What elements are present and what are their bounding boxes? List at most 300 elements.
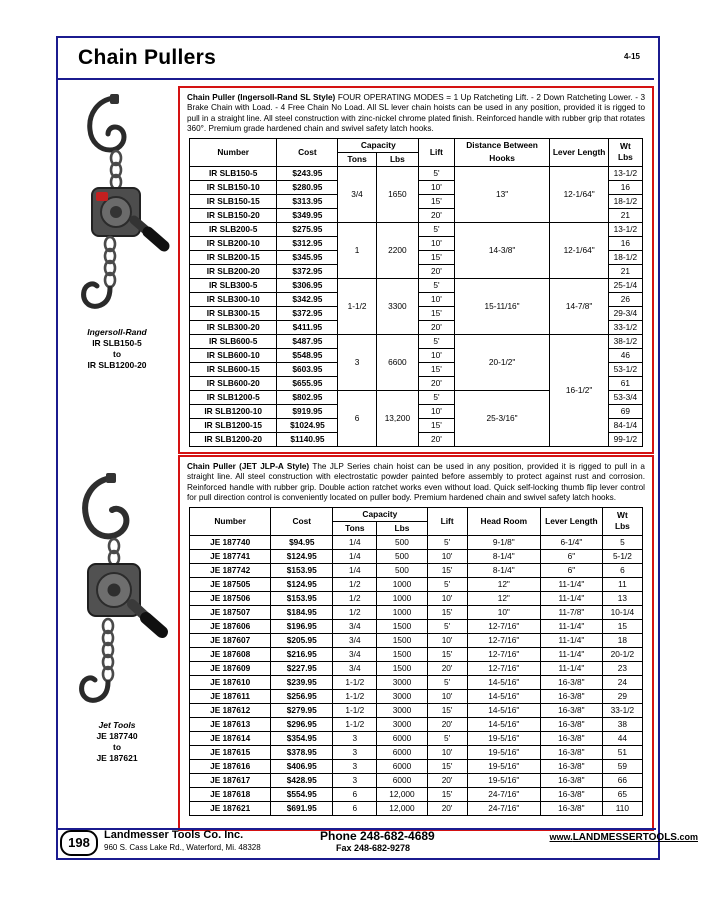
cell-lift: 5' xyxy=(419,334,455,348)
cell-lift: 15' xyxy=(427,563,467,577)
cell-lbs: 3000 xyxy=(377,675,427,689)
caption-brand-2: Jet Tools xyxy=(98,720,136,730)
table-row xyxy=(190,605,643,619)
cell-weight: 21 xyxy=(608,264,642,278)
cell-lift: 20' xyxy=(427,801,467,815)
cell-tons: 1/2 xyxy=(333,591,377,605)
cell-number: JE 187610 xyxy=(190,675,271,689)
cell-weight: 13-1/2 xyxy=(608,166,642,180)
col-lever: Lever Length xyxy=(550,138,608,166)
cell-headroom: 19-5/16" xyxy=(467,745,540,759)
cell-tons: 3 xyxy=(333,745,377,759)
cell-lever: 16-3/8" xyxy=(540,745,602,759)
cell-cost: $342.95 xyxy=(277,292,338,306)
jet-tools-spec-table xyxy=(189,507,643,816)
cell-lift: 10' xyxy=(427,633,467,647)
caption-brand-1: Ingersoll-Rand xyxy=(87,327,147,337)
cell-lbs: 1650 xyxy=(376,166,418,222)
cell-headroom: 12-7/16" xyxy=(467,647,540,661)
cell-lbs: 12,000 xyxy=(377,787,427,801)
caption-to-1: to xyxy=(112,349,122,359)
cell-number: IR SLB200-20 xyxy=(190,264,277,278)
cell-number: IR SLB150-10 xyxy=(190,180,277,194)
cell-number: IR SLB150-5 xyxy=(190,166,277,180)
table-row xyxy=(190,717,643,731)
footer-phone: Phone 248-682-4689 xyxy=(320,829,435,843)
cell-cost: $239.95 xyxy=(271,675,333,689)
cell-cost: $153.95 xyxy=(271,563,333,577)
cell-cost: $216.95 xyxy=(271,647,333,661)
cell-tons: 1-1/2 xyxy=(333,703,377,717)
cell-tons: 1 xyxy=(338,222,376,278)
cell-lever: 6-1/4" xyxy=(540,535,602,549)
col-lift: Lift xyxy=(427,507,467,535)
cell-lbs: 6000 xyxy=(377,759,427,773)
col-capacity: Capacity xyxy=(338,138,419,152)
col-lift: Lift xyxy=(419,138,455,166)
cell-lever: 11-1/4" xyxy=(540,591,602,605)
caption-model-from-2: JE 187740 xyxy=(96,731,138,741)
table-row xyxy=(190,633,643,647)
cell-cost: $243.95 xyxy=(277,166,338,180)
cell-number: IR SLB600-20 xyxy=(190,376,277,390)
cell-cost: $411.95 xyxy=(277,320,338,334)
cell-number: JE 187608 xyxy=(190,647,271,661)
cell-cost: $184.95 xyxy=(271,605,333,619)
cell-headroom: 19-5/16" xyxy=(467,759,540,773)
cell-weight: 99-1/2 xyxy=(608,432,642,446)
cell-headroom: 14-5/16" xyxy=(467,675,540,689)
section1-blurb-text: FOUR OPERATING MODES = 1 Up Ratcheting Lift. - 2 Down Ratcheting Lower. - 3 Brake Chain with Load. - 4 Free Chain No Load. All SL lever chain hoists can be used in any position, provided it is rigged to pull in a straight line. All steel construction with zinc-nickel chrome plated finish. Reinforced handle with rubber grip that rotates 360°. Premium grade hardened chain and swivel safety latch hooks. xyxy=(187,93,646,134)
cell-lift: 5' xyxy=(427,731,467,745)
col-tons: Tons xyxy=(338,152,376,166)
cell-lift: 15' xyxy=(419,418,455,432)
cell-weight: 53-1/2 xyxy=(608,362,642,376)
cell-number: JE 187741 xyxy=(190,549,271,563)
cell-tons: 1/4 xyxy=(333,563,377,577)
cell-cost: $313.95 xyxy=(277,194,338,208)
table-row xyxy=(190,549,643,563)
chain-hoist-illustration xyxy=(62,92,172,327)
section2-title: Chain Puller (JET JLP-A Style) xyxy=(187,462,310,471)
cell-cost: $548.95 xyxy=(277,348,338,362)
cell-lbs: 13,200 xyxy=(376,390,418,446)
cell-cost: $124.95 xyxy=(271,549,333,563)
cell-lever: 11-1/4" xyxy=(540,619,602,633)
cell-number: JE 187505 xyxy=(190,577,271,591)
cell-weight: 18-1/2 xyxy=(608,194,642,208)
cell-lever: 11-1/4" xyxy=(540,647,602,661)
cell-lever: 16-3/8" xyxy=(540,773,602,787)
chain-hoist-illustration-2 xyxy=(62,470,172,720)
cell-headroom: 19-5/16" xyxy=(467,773,540,787)
cell-number: JE 187607 xyxy=(190,633,271,647)
section2-description xyxy=(180,457,652,507)
caption-model-to-2: JE 187621 xyxy=(96,753,138,763)
cell-weight: 46 xyxy=(608,348,642,362)
cell-tons: 1/4 xyxy=(333,549,377,563)
cell-lift: 10' xyxy=(427,591,467,605)
cell-tons: 1/4 xyxy=(333,535,377,549)
cell-lbs: 1000 xyxy=(377,605,427,619)
cell-tons: 3 xyxy=(338,334,376,390)
table-row xyxy=(190,619,643,633)
cell-tons: 1-1/2 xyxy=(333,675,377,689)
cell-number: JE 187606 xyxy=(190,619,271,633)
cell-number: JE 187740 xyxy=(190,535,271,549)
table-row xyxy=(190,166,643,180)
cell-weight: 25-1/4 xyxy=(608,278,642,292)
cell-lbs: 3000 xyxy=(377,703,427,717)
cell-weight: 84-1/4 xyxy=(608,418,642,432)
table-row xyxy=(190,535,643,549)
cell-headroom: 8-1/4" xyxy=(467,563,540,577)
cell-cost: $227.95 xyxy=(271,661,333,675)
cell-lift: 15' xyxy=(419,306,455,320)
footer-website-name: LANDMESSERTOOLS xyxy=(572,832,677,843)
cell-cost: $406.95 xyxy=(271,759,333,773)
cell-lbs: 6600 xyxy=(376,334,418,390)
cell-lift: 5' xyxy=(427,619,467,633)
cell-headroom: 12-7/16" xyxy=(467,633,540,647)
cell-weight: 33-1/2 xyxy=(602,703,642,717)
cell-lbs: 1000 xyxy=(377,577,427,591)
cell-weight: 18 xyxy=(602,633,642,647)
footer-website[interactable] xyxy=(550,832,698,843)
cell-lift: 5' xyxy=(419,222,455,236)
cell-tons: 1/2 xyxy=(333,605,377,619)
cell-number: JE 187614 xyxy=(190,731,271,745)
cell-weight: 20-1/2 xyxy=(602,647,642,661)
cell-cost: $1140.95 xyxy=(277,432,338,446)
table-row xyxy=(190,577,643,591)
cell-number: JE 187615 xyxy=(190,745,271,759)
cell-headroom: 14-5/16" xyxy=(467,703,540,717)
cell-lift: 15' xyxy=(427,647,467,661)
cell-headroom: 9-1/8" xyxy=(467,535,540,549)
cell-headroom: 19-5/16" xyxy=(467,731,540,745)
cell-number: IR SLB300-20 xyxy=(190,320,277,334)
cell-weight: 66 xyxy=(602,773,642,787)
cell-number: IR SLB1200-10 xyxy=(190,404,277,418)
cell-number: IR SLB1200-15 xyxy=(190,418,277,432)
cell-lift: 5' xyxy=(419,278,455,292)
cell-tons: 3/4 xyxy=(333,647,377,661)
cell-lbs: 3300 xyxy=(376,278,418,334)
table-row xyxy=(190,703,643,717)
cell-lbs: 1500 xyxy=(377,619,427,633)
cell-headroom: 12-7/16" xyxy=(467,619,540,633)
footer-address: 960 S. Cass Lake Rd., Waterford, Mi. 48328 xyxy=(104,843,261,852)
cell-lever: 11-7/8" xyxy=(540,605,602,619)
cell-distance: 14-3/8" xyxy=(454,222,550,278)
cell-number: IR SLB300-10 xyxy=(190,292,277,306)
cell-lift: 20' xyxy=(419,320,455,334)
cell-lift: 20' xyxy=(427,773,467,787)
table-row xyxy=(190,689,643,703)
footer-website-www: www. xyxy=(549,832,573,842)
cell-weight: 13 xyxy=(602,591,642,605)
cell-lift: 10' xyxy=(427,745,467,759)
cell-tons: 3/4 xyxy=(333,661,377,675)
section1-description xyxy=(180,88,652,138)
col-weight: Wt Lbs xyxy=(602,507,642,535)
cell-lbs: 1000 xyxy=(377,591,427,605)
cell-weight: 21 xyxy=(608,208,642,222)
cell-lift: 15' xyxy=(419,250,455,264)
cell-weight: 53-3/4 xyxy=(608,390,642,404)
table-row xyxy=(190,787,643,801)
cell-cost: $372.95 xyxy=(277,306,338,320)
cell-lift: 15' xyxy=(419,194,455,208)
section-ingersoll-rand xyxy=(178,86,654,454)
cell-lbs: 2200 xyxy=(376,222,418,278)
cell-lift: 5' xyxy=(427,675,467,689)
cell-headroom: 12" xyxy=(467,577,540,591)
cell-lift: 5' xyxy=(427,535,467,549)
cell-number: IR SLB200-10 xyxy=(190,236,277,250)
cell-lbs: 500 xyxy=(377,549,427,563)
cell-lift: 5' xyxy=(427,577,467,591)
cell-tons: 6 xyxy=(338,390,376,446)
table-header-row xyxy=(190,138,643,152)
cell-lever: 16-3/8" xyxy=(540,703,602,717)
cell-cost: $802.95 xyxy=(277,390,338,404)
table-row xyxy=(190,563,643,577)
cell-lbs: 3000 xyxy=(377,689,427,703)
cell-cost: $349.95 xyxy=(277,208,338,222)
cell-headroom: 12" xyxy=(467,591,540,605)
cell-lever: 16-3/8" xyxy=(540,717,602,731)
col-weight: Wt Lbs xyxy=(608,138,642,166)
cell-lbs: 3000 xyxy=(377,717,427,731)
cell-number: JE 187618 xyxy=(190,787,271,801)
table-row xyxy=(190,661,643,675)
table-row xyxy=(190,334,643,348)
cell-number: JE 187613 xyxy=(190,717,271,731)
cell-number: IR SLB200-5 xyxy=(190,222,277,236)
table-row xyxy=(190,773,643,787)
cell-weight: 65 xyxy=(602,787,642,801)
cell-weight: 38 xyxy=(602,717,642,731)
cell-cost: $487.95 xyxy=(277,334,338,348)
page-title: Chain Pullers xyxy=(78,46,217,69)
cell-lift: 10' xyxy=(427,689,467,703)
table-row xyxy=(190,591,643,605)
cell-weight: 44 xyxy=(602,731,642,745)
cell-lever: 16-3/8" xyxy=(540,731,602,745)
cell-cost: $345.95 xyxy=(277,250,338,264)
cell-lift: 5' xyxy=(419,390,455,404)
cell-weight: 110 xyxy=(602,801,642,815)
cell-tons: 6 xyxy=(333,801,377,815)
cell-weight: 29 xyxy=(602,689,642,703)
cell-tons: 6 xyxy=(333,787,377,801)
cell-cost: $94.95 xyxy=(271,535,333,549)
cell-tons: 3/4 xyxy=(338,166,376,222)
cell-weight: 29-3/4 xyxy=(608,306,642,320)
col-cost: Cost xyxy=(277,138,338,166)
cell-lift: 10' xyxy=(419,292,455,306)
cell-cost: $919.95 xyxy=(277,404,338,418)
cell-headroom: 14-5/16" xyxy=(467,689,540,703)
table-row xyxy=(190,278,643,292)
cell-lift: 10' xyxy=(419,236,455,250)
cell-distance: 20-1/2" xyxy=(454,334,550,390)
cell-lever: 16-3/8" xyxy=(540,675,602,689)
cell-lift: 10' xyxy=(419,404,455,418)
col-headroom: Head Room xyxy=(467,507,540,535)
cell-lbs: 1500 xyxy=(377,633,427,647)
cell-lift: 20' xyxy=(419,264,455,278)
cell-lever: 12-1/64" xyxy=(550,166,608,222)
cell-lbs: 6000 xyxy=(377,745,427,759)
cell-cost: $153.95 xyxy=(271,591,333,605)
table-row xyxy=(190,801,643,815)
cell-headroom: 10" xyxy=(467,605,540,619)
cell-number: IR SLB600-15 xyxy=(190,362,277,376)
cell-number: IR SLB1200-20 xyxy=(190,432,277,446)
cell-lift: 10' xyxy=(427,549,467,563)
cell-lift: 20' xyxy=(419,432,455,446)
cell-lever: 12-1/64" xyxy=(550,222,608,278)
cell-weight: 5-1/2 xyxy=(602,549,642,563)
cell-number: JE 187742 xyxy=(190,563,271,577)
table-row xyxy=(190,731,643,745)
cell-weight: 33-1/2 xyxy=(608,320,642,334)
cell-headroom: 24-7/16" xyxy=(467,787,540,801)
col-lbs: Lbs xyxy=(377,521,427,535)
section-jet-tools xyxy=(178,455,654,831)
cell-weight: 5 xyxy=(602,535,642,549)
cell-number: IR SLB200-15 xyxy=(190,250,277,264)
cell-cost: $279.95 xyxy=(271,703,333,717)
cell-lever: 6" xyxy=(540,563,602,577)
cell-weight: 16 xyxy=(608,236,642,250)
cell-cost: $312.95 xyxy=(277,236,338,250)
cell-cost: $372.95 xyxy=(277,264,338,278)
col-number: Number xyxy=(190,507,271,535)
cell-number: IR SLB600-5 xyxy=(190,334,277,348)
col-capacity: Capacity xyxy=(333,507,427,521)
cell-lift: 15' xyxy=(419,362,455,376)
cell-headroom: 12-7/16" xyxy=(467,661,540,675)
cell-weight: 38-1/2 xyxy=(608,334,642,348)
cell-lbs: 6000 xyxy=(377,773,427,787)
cell-weight: 59 xyxy=(602,759,642,773)
col-distance: Distance Between Hooks xyxy=(454,138,550,166)
table-header-row xyxy=(190,507,643,521)
cell-lever: 16-3/8" xyxy=(540,689,602,703)
cell-lever: 16-1/2" xyxy=(550,334,608,446)
caption-model-to-1: IR SLB1200-20 xyxy=(87,360,147,370)
caption-to-2: to xyxy=(112,742,122,752)
cell-tons: 3/4 xyxy=(333,633,377,647)
cell-weight: 23 xyxy=(602,661,642,675)
cell-lift: 15' xyxy=(427,703,467,717)
cell-tons: 1-1/2 xyxy=(338,278,376,334)
cell-weight: 6 xyxy=(602,563,642,577)
cell-number: JE 187506 xyxy=(190,591,271,605)
cell-headroom: 8-1/4" xyxy=(467,549,540,563)
cell-lift: 15' xyxy=(427,605,467,619)
cell-weight: 16 xyxy=(608,180,642,194)
cell-tons: 3/4 xyxy=(333,619,377,633)
cell-weight: 15 xyxy=(602,619,642,633)
cell-weight: 51 xyxy=(602,745,642,759)
cell-number: JE 187616 xyxy=(190,759,271,773)
cell-number: JE 187611 xyxy=(190,689,271,703)
cell-weight: 24 xyxy=(602,675,642,689)
cell-cost: $554.95 xyxy=(271,787,333,801)
page-number: 198 xyxy=(60,830,98,856)
cell-cost: $378.95 xyxy=(271,745,333,759)
cell-number: IR SLB150-15 xyxy=(190,194,277,208)
cell-tons: 1-1/2 xyxy=(333,717,377,731)
cell-headroom: 14-5/16" xyxy=(467,717,540,731)
page-header xyxy=(58,38,654,80)
cell-tons: 1/2 xyxy=(333,577,377,591)
cell-lift: 20' xyxy=(427,717,467,731)
table-row xyxy=(190,647,643,661)
cell-weight: 13-1/2 xyxy=(608,222,642,236)
cell-lever: 16-3/8" xyxy=(540,759,602,773)
cell-cost: $1024.95 xyxy=(277,418,338,432)
cell-cost: $256.95 xyxy=(271,689,333,703)
cell-lift: 20' xyxy=(419,376,455,390)
col-cost: Cost xyxy=(271,507,333,535)
section2-blurb-text: The JLP Series chain hoist can be used in any position, provided it is rigged to pull in a straight line. All steel construction with electrostatic powder painted before assembly to protect against rust and corrosion. Reinforced handle with rubber grip. Double action ratchet works even without load. Quick self-locking thumb flip lever control for pull direction control is conveniently located on puller body. Premium hardened chain and swivel safety latch hooks. xyxy=(187,462,645,503)
cell-weight: 10-1/4 xyxy=(602,605,642,619)
cell-tons: 1-1/2 xyxy=(333,689,377,703)
cell-distance: 15-11/16" xyxy=(454,278,550,334)
col-tons: Tons xyxy=(333,521,377,535)
ingersoll-rand-spec-table xyxy=(189,138,643,447)
cell-weight: 18-1/2 xyxy=(608,250,642,264)
caption-model-from-1: IR SLB150-5 xyxy=(92,338,142,348)
cell-cost: $306.95 xyxy=(277,278,338,292)
cell-cost: $280.95 xyxy=(277,180,338,194)
cell-lift: 20' xyxy=(427,661,467,675)
cell-tons: 3 xyxy=(333,773,377,787)
footer-company: Landmesser Tools Co. Inc. xyxy=(104,829,244,841)
table-row xyxy=(190,675,643,689)
cell-lever: 14-7/8" xyxy=(550,278,608,334)
table-row xyxy=(190,222,643,236)
cell-cost: $428.95 xyxy=(271,773,333,787)
cell-cost: $275.95 xyxy=(277,222,338,236)
cell-lbs: 1500 xyxy=(377,661,427,675)
cell-headroom: 24-7/16" xyxy=(467,801,540,815)
cell-lift: 20' xyxy=(419,208,455,222)
cell-distance: 25-3/16" xyxy=(454,390,550,446)
cell-lift: 10' xyxy=(419,180,455,194)
cell-lbs: 12,000 xyxy=(377,801,427,815)
cell-number: JE 187612 xyxy=(190,703,271,717)
cell-lever: 11-1/4" xyxy=(540,661,602,675)
cell-lever: 11-1/4" xyxy=(540,577,602,591)
cell-lever: 16-3/8" xyxy=(540,787,602,801)
cell-cost: $196.95 xyxy=(271,619,333,633)
table-row xyxy=(190,745,643,759)
cell-distance: 13" xyxy=(454,166,550,222)
cell-number: JE 187609 xyxy=(190,661,271,675)
cell-lift: 15' xyxy=(427,787,467,801)
product-image-jet-tools xyxy=(62,470,172,764)
cell-number: IR SLB1200-5 xyxy=(190,390,277,404)
cell-number: JE 187621 xyxy=(190,801,271,815)
col-lbs: Lbs xyxy=(376,152,418,166)
